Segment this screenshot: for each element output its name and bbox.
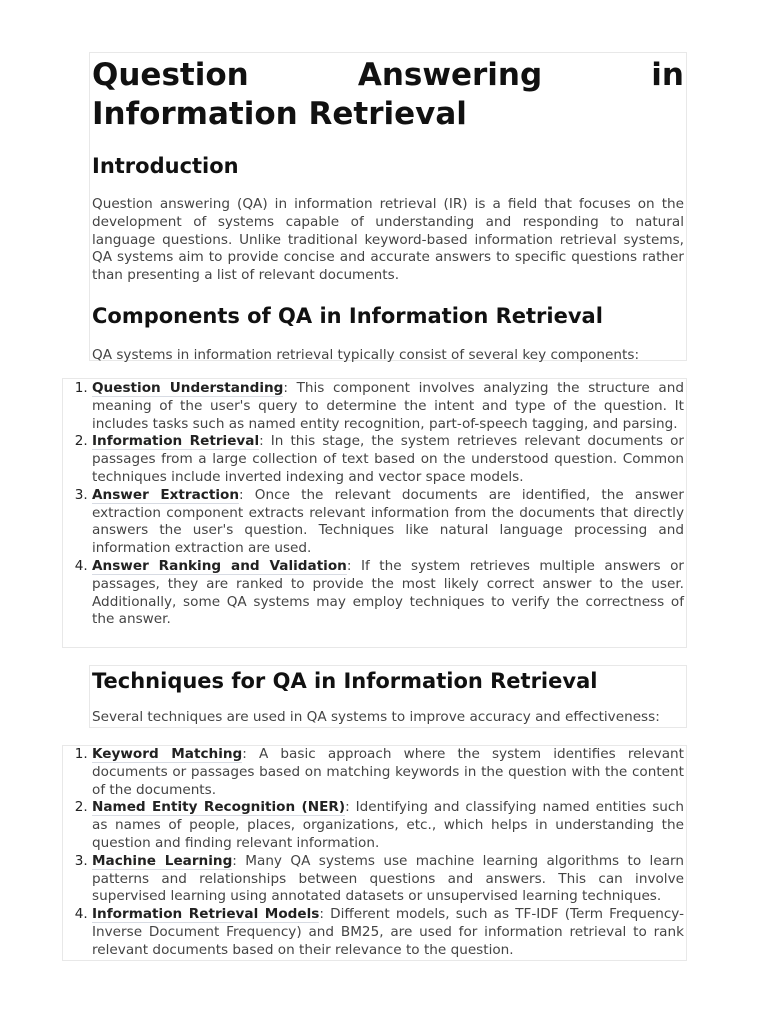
list-item-text: : Once the relevant documents are identified, the answer extraction component extracts relevant information from the documents that directly answers the user's question. Techniques like natural language processing and information extraction are used. [92, 486, 685, 557]
list-item-text: : Many QA systems use machine learning algorithms to learn patterns and relationships between questions and answers. This can involve supervised learning using annotated datasets or unsupervised learning techniques. [92, 852, 684, 905]
list-item-term: Question Understanding [92, 380, 284, 396]
list-item-text: : Different models, such as TF-IDF (Term Frequency-Inverse Document Frequency) and BM25, are used for information retrieval to rank relevant documents based on their relevance to the question. [92, 906, 685, 958]
techniques-list-block [62, 745, 687, 961]
techniques-intro-block [89, 665, 687, 728]
list-item [92, 433, 684, 486]
list-item-term: Machine Learning [92, 852, 233, 869]
components-heading: Components of QA in Information Retrieval [92, 303, 603, 328]
list-item-text: : This component involves analyzing the structure and meaning of the user's query to determine the intent and type of the question. It includes tasks such as named entity recognition, part-of-speech tagging, and parsing. [92, 380, 685, 432]
techniques-list [63, 746, 684, 960]
list-item-text: : Identifying and classifying named entities such as names of people, places, organizations, etc., which helps in understanding the question and finding relevant information. [92, 799, 684, 851]
list-item [92, 799, 684, 852]
page-title [92, 56, 684, 134]
list-item [92, 380, 684, 433]
techniques-heading: Techniques for QA in Information Retrieval [92, 669, 598, 693]
list-item [92, 853, 684, 906]
intro-heading: Introduction [92, 154, 239, 178]
list-item [92, 487, 684, 558]
list-item-term: Information Retrieval [92, 433, 260, 450]
list-item [92, 558, 684, 629]
list-item-term: Keyword Matching [92, 746, 243, 762]
intro-block [89, 52, 687, 361]
list-item [92, 906, 684, 959]
list-item-text: : If the system retrieves multiple answers or passages, they are ranked to provide the most likely correct answer to the user. Additionally, some QA systems may employ techniques to verify the correctness of the answer. [92, 557, 685, 628]
intro-paragraph: Question answering (QA) in information retrieval (IR) is a field that focuses on the development of systems capable of understanding and responding to natural language questions. Unlike traditional keyword-based information retrieval systems, QA systems aim to provide concise and accurate answers to specific questions rather than presenting a list of relevant documents. [92, 196, 684, 284]
page-title-line-1: Question Answering in [92, 57, 684, 93]
components-lead: QA systems in information retrieval typically consist of several key components: [92, 346, 640, 363]
list-item-term: Named Entity Recognition (NER) [92, 799, 346, 816]
components-list-block [62, 378, 687, 648]
list-item-text: : A basic approach where the system identifies relevant documents or passages based on matching keywords in the question with the content of the documents. [92, 746, 684, 798]
techniques-lead: Several techniques are used in QA systems to improve accuracy and effectiveness: [92, 709, 660, 725]
list-item [92, 746, 684, 799]
components-list [63, 379, 684, 629]
list-item-text: : In this stage, the system retrieves relevant documents or passages from a large collection of text based on the understood question. Common techniques include inverted indexing and vector space models. [92, 433, 684, 485]
list-item-term: Answer Extraction [92, 486, 240, 503]
list-item-term: Answer Ranking and Validation [92, 557, 347, 574]
list-item-term: Information Retrieval Models [92, 906, 320, 923]
page-title-line-2: Information Retrieval [92, 96, 467, 132]
